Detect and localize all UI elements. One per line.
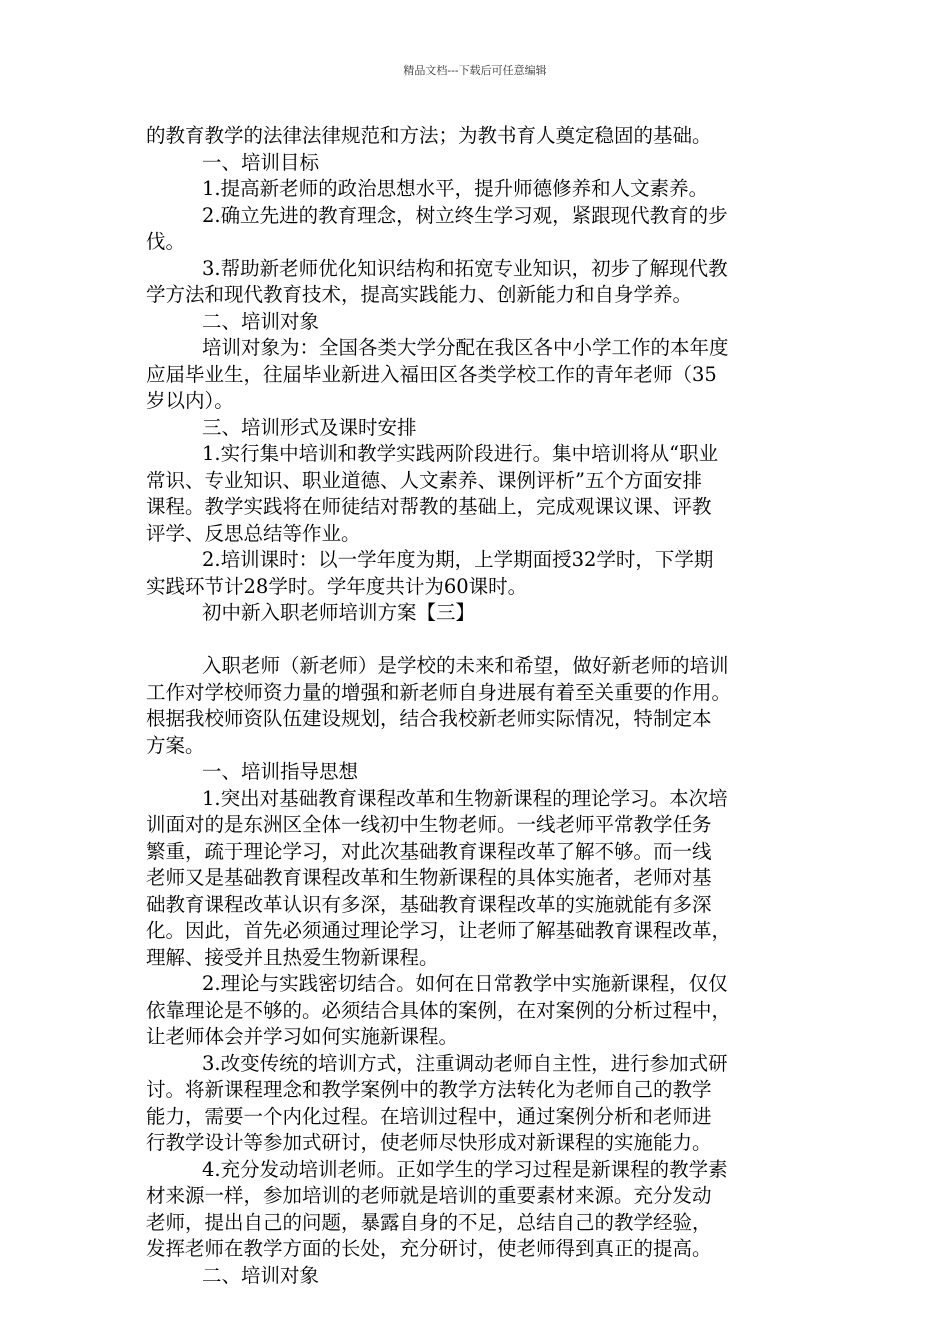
text-line: 训面对的是东洲区全体一线初中生物老师。一线老师平常教学任务 [146,813,712,836]
text-line: 的教育教学的法律法律规范和方法；为教书育人奠定稳固的基础。 [146,124,712,147]
text-line: 评学、反思总结等作业。 [146,521,361,545]
text-line: 2.确立先进的教育理念，树立终生学习观，紧跟现代教育的步 [202,203,728,227]
text-line: 础教育课程改革认识有多深，基础教育课程改革的实施就能有多深 [146,892,712,916]
text-line: 3.改变传统的培训方式，注重调动老师自主性，进行参加式研 [202,1051,728,1075]
text-line: 发挥老师在教学方面的长处，充分研讨，使老师得到真正的提高。 [146,1237,712,1260]
text-line: 二、培训对象 [202,309,320,333]
text-line: 课程。教学实践将在师徒结对帮教的基础上，完成观课议课、评教 [146,495,712,518]
text-line: 讨。将新课程理念和教学案例中的教学方法转化为老师自己的教学 [146,1078,712,1101]
text-line: 应届毕业生，往届毕业新进入福田区各类学校工作的青年老师（35 [146,362,717,386]
text-line: 实践环节计28学时。学年度共计为60课时。 [146,574,528,598]
text-line: 常识、专业知识、职业道德、人文素养、课例评析”五个方面安排 [146,468,702,492]
blank-line [146,627,808,654]
text-line: 入职老师（新老师）是学校的未来和希望，做好新老师的培训 [202,654,729,677]
text-line: 培训对象为：全国各类大学分配在我区各中小学工作的本年度 [202,336,729,359]
text-line: 初中新入职老师培训方案【三】 [202,601,476,624]
text-line: 1.提高新老师的政治思想水平，提升师德修养和人文素养。 [202,177,709,200]
page-header: 精品文档---下载后可任意编辑 [403,64,547,77]
text-line: 根据我校师资队伍建设规划，结合我校新老师实际情况，特制定本 [146,707,712,730]
text-line: 老师又是基础教育课程改革和生物新课程的具体实施者，老师对基 [146,866,712,889]
document-body [146,123,808,1289]
text-line: 4.充分发动培训老师。正如学生的学习过程是新课程的教学素 [202,1157,728,1181]
text-line: 方案。 [146,733,205,757]
text-line: 二、培训对象 [202,1263,320,1287]
text-line: 繁重，疏于理论学习，对此次基础教育课程改革了解不够。而一线 [146,839,712,863]
text-line: 1.实行集中培训和教学实践两阶段进行。集中培训将从“职业 [202,442,719,465]
text-line: 伐。 [146,230,186,253]
text-line: 让老师体会并学习如何实施新课程。 [146,1025,459,1048]
text-line: 一、培训目标 [202,150,320,174]
text-line: 行教学设计等参加式研讨，使老师尽快形成对新课程的实施能力。 [146,1131,712,1154]
text-line: 工作对学校师资力量的增强和新老师自身进展有着至关重要的作用。 [146,680,732,704]
text-line: 依靠理论是不够的。必须结合具体的案例，在对案例的分析过程中， [146,998,732,1022]
text-line: 一、培训指导思想 [202,760,359,783]
text-line: 2.培训课时：以一学年度为期，上学期面授32学时，下学期 [202,548,714,571]
text-line: 学方法和现代教育技术，提高实践能力、创新能力和自身学养。 [146,283,693,306]
text-line: 1.突出对基础教育课程改革和生物新课程的理论学习。本次培 [202,786,728,810]
text-line: 老师，提出自己的问题，暴露自身的不足，总结自己的教学经验， [146,1210,712,1234]
text-line: 化。因此，首先必须通过理论学习，让老师了解基础教育课程改革， [146,919,732,942]
text-line: 材来源一样，参加培训的老师就是培训的重要素材来源。充分发动 [146,1184,712,1207]
text-line: 能力，需要一个内化过程。在培训过程中，通过案例分析和老师进 [146,1104,712,1128]
text-line: 2.理论与实践密切结合。如何在日常教学中实施新课程，仅仅 [202,972,728,995]
text-line: 3.帮助新老师优化知识结构和拓宽专业知识，初步了解现代教 [202,256,728,280]
text-line: 理解、接受并且热爱生物新课程。 [146,945,439,969]
text-line: 三、培训形式及课时安排 [202,415,417,439]
text-line: 岁以内）。 [146,389,234,412]
